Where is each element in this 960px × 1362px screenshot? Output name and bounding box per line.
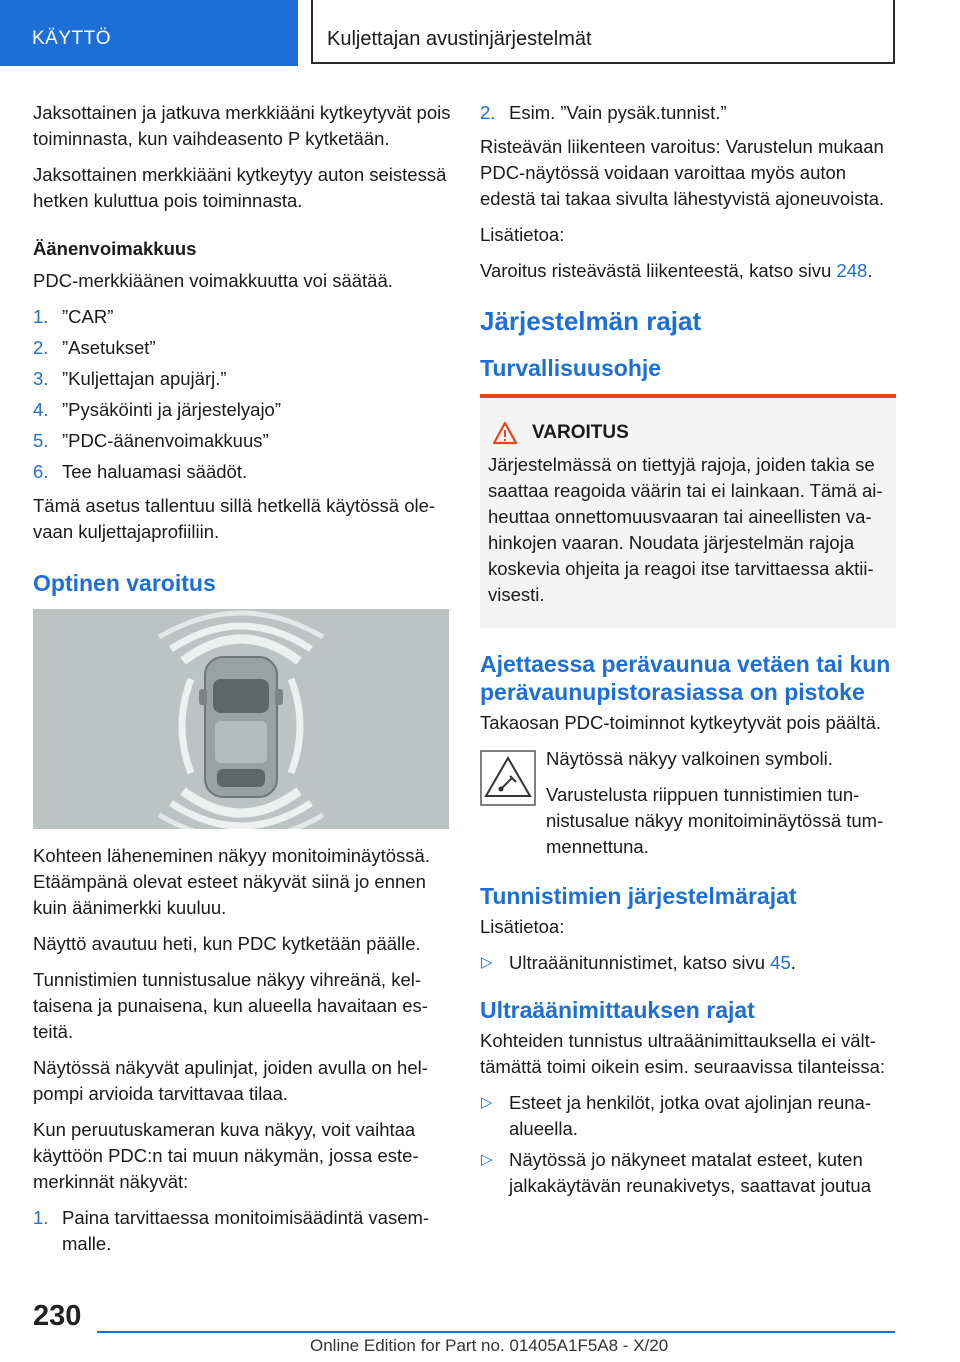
list-item [480, 950, 896, 976]
pdc-display-illustration [33, 609, 449, 829]
trailer-heading: Ajettaessa perävaunua vetäen tai kun perävaunupistorasiassa on pistoke [480, 651, 891, 705]
step-text: ”Pysäköinti ja järjestelyajo” [62, 399, 282, 420]
paragraph: Lisätietoa: [480, 916, 565, 937]
page-header [0, 0, 960, 66]
warning-box [480, 394, 896, 628]
left-column [33, 100, 451, 1265]
footer-divider [97, 1331, 895, 1333]
list-item [33, 335, 451, 361]
trailer-symbol-row [480, 746, 896, 860]
edition-text: Online Edition for Part no. 01405A1F5A8 - X/20 [310, 1336, 669, 1355]
list-item [480, 1147, 896, 1199]
paragraph: Lisätietoa: [480, 224, 565, 245]
ultrasonic-limits-heading: Ultraäänimittauksen rajat [480, 997, 755, 1023]
volume-steps-list [33, 304, 451, 485]
section-tab[interactable]: KÄYTTÖ [0, 0, 298, 66]
paragraph: PDC-merkkiäänen voimakkuutta voi säätää. [33, 270, 393, 291]
warning-title-row [488, 420, 888, 446]
step-number: 2. [33, 337, 49, 358]
step-number: 2. [480, 102, 496, 123]
paragraph: Tunnistimien tunnistusalue näkyy vihreänä, keltaisena ja punaisena, kun alueella havaitaan esteitä. [33, 969, 428, 1042]
paragraph: Varustelusta riippuen tunnistimien tunnistusalue näkyy monitoiminäytössä tummennettuna. [546, 784, 884, 857]
bullet-text: Esteet ja henkilöt, jotka ovat ajolinjan reunaalueella. [509, 1092, 872, 1139]
step-text: ”CAR” [62, 306, 114, 327]
page-link[interactable]: 45 [770, 952, 791, 973]
chapter-title: Kuljettajan avustinjärjestelmät [311, 0, 895, 64]
sensor-bullet-list [480, 950, 896, 976]
list-item [480, 100, 896, 126]
bullet-text: Ultraäänitunnistimet, katso sivu [509, 952, 771, 973]
page-number: 230 [33, 1300, 82, 1332]
step-number: 5. [33, 430, 49, 451]
safety-heading: Turvallisuusohje [480, 355, 662, 381]
list-item [33, 1205, 451, 1257]
step-text: Esim. ”Vain pysäk.tunnist.” [509, 102, 727, 123]
paragraph: Jaksottainen ja jatkuva merkkiääni kytkeytyvät pois toiminnasta, kun vaihdeasento P kytketään. [33, 102, 451, 149]
period: . [867, 260, 873, 281]
right-column [480, 100, 896, 1207]
step-text: ”Asetukset” [62, 337, 156, 358]
bullet-triangle-icon: ▷ [481, 954, 493, 971]
paragraph: Jaksottainen merkkiääni kytkeytyy auton seistessä hetken kuluttua pois toiminnasta. [33, 164, 447, 211]
paragraph: Tämä asetus tallentuu sillä hetkellä käytössä olevaan kuljettajaprofiiliin. [33, 495, 436, 542]
display-steps-list-continued [480, 100, 896, 126]
step-number: 1. [33, 306, 49, 327]
warning-title: VAROITUS [532, 422, 629, 443]
bullet-text: Näytössä jo näkyneet matalat esteet, kuten jalkakäytävän reunakivetys, saattavat joutua [509, 1149, 871, 1196]
paragraph: Näytössä näkyy valkoinen symboli. [546, 748, 833, 769]
bullet-triangle-icon: ▷ [481, 1151, 493, 1168]
step-text: Tee haluamasi säädöt. [62, 461, 248, 482]
step-number: 6. [33, 461, 49, 482]
paragraph-text: Varoitus risteävästä liikenteestä, katso sivu [480, 260, 837, 281]
step-number: 4. [33, 399, 49, 420]
paragraph: Näytössä näkyvät apulinjat, joiden avulla on helpompi arvioida tarvittavaa tilaa. [33, 1057, 428, 1104]
step-text: ”Kuljettajan apujärj.” [62, 368, 227, 389]
list-item [33, 397, 451, 423]
warning-text: Järjestelmässä on tiettyjä rajoja, joiden takia se saattaa reagoida väärin tai ei lainkaan. Tämä aiheuttaa onnettomuusvaaran tai aineellisten vahinkojen vaaran. Noudata järjestelmän rajoja koskevia ohjeita ja reagoi itse tarvittaessa aktiivisesti. [488, 454, 883, 605]
sensor-limits-heading: Tunnistimien järjestelmärajat [480, 883, 797, 909]
paragraph: Kun peruutuskameran kuva näkyy, voit vaihtaa käyttöön PDC:n tai muun näkymän, jossa estemerkinnät näkyvät: [33, 1119, 419, 1192]
paragraph: Kohteen läheneminen näkyy monitoiminäytössä. Etäämpänä olevat esteet näkyvät siinä jo ennen kuin äänimerkki kuuluu. [33, 845, 430, 918]
step-text: ”PDC-äänenvoimakkuus” [62, 430, 269, 451]
volume-heading: Äänenvoimakkuus [33, 238, 197, 259]
system-limits-heading: Järjestelmän rajat [480, 306, 702, 336]
display-steps-list [33, 1205, 451, 1257]
list-item [33, 366, 451, 392]
ultrasonic-bullet-list [480, 1090, 896, 1199]
paragraph: Risteävän liikenteen varoitus: Varustelun mukaan PDC-näytössä voidaan varoittaa myös auton edestä tai takaa sivulta lähestyvistä ajoneuvoista. [480, 136, 885, 209]
step-text: Paina tarvittaessa monitoimisäädintä vasemmalle. [62, 1207, 430, 1254]
paragraph: Näyttö avautuu heti, kun PDC kytketään päälle. [33, 933, 421, 954]
paragraph: Kohteiden tunnistus ultraäänimittauksella ei välttämättä toimi oikein esim. seuraavissa tilanteissa: [480, 1030, 886, 1077]
period: . [790, 952, 796, 973]
bullet-triangle-icon: ▷ [481, 1094, 493, 1111]
step-number: 3. [33, 368, 49, 389]
list-item [480, 1090, 896, 1142]
paragraph [480, 258, 896, 284]
warning-triangle-icon [492, 421, 518, 445]
paragraph: Takaosan PDC-toiminnot kytkeytyvät pois päältä. [480, 712, 882, 733]
page-link[interactable]: 248 [836, 260, 868, 281]
list-item [33, 428, 451, 454]
list-item [33, 459, 451, 485]
step-number: 1. [33, 1207, 49, 1228]
trailer-symbol-icon [480, 750, 536, 806]
car-sensor-diagram [33, 609, 449, 829]
optical-warning-heading: Optinen varoitus [33, 570, 216, 596]
list-item [33, 304, 451, 330]
